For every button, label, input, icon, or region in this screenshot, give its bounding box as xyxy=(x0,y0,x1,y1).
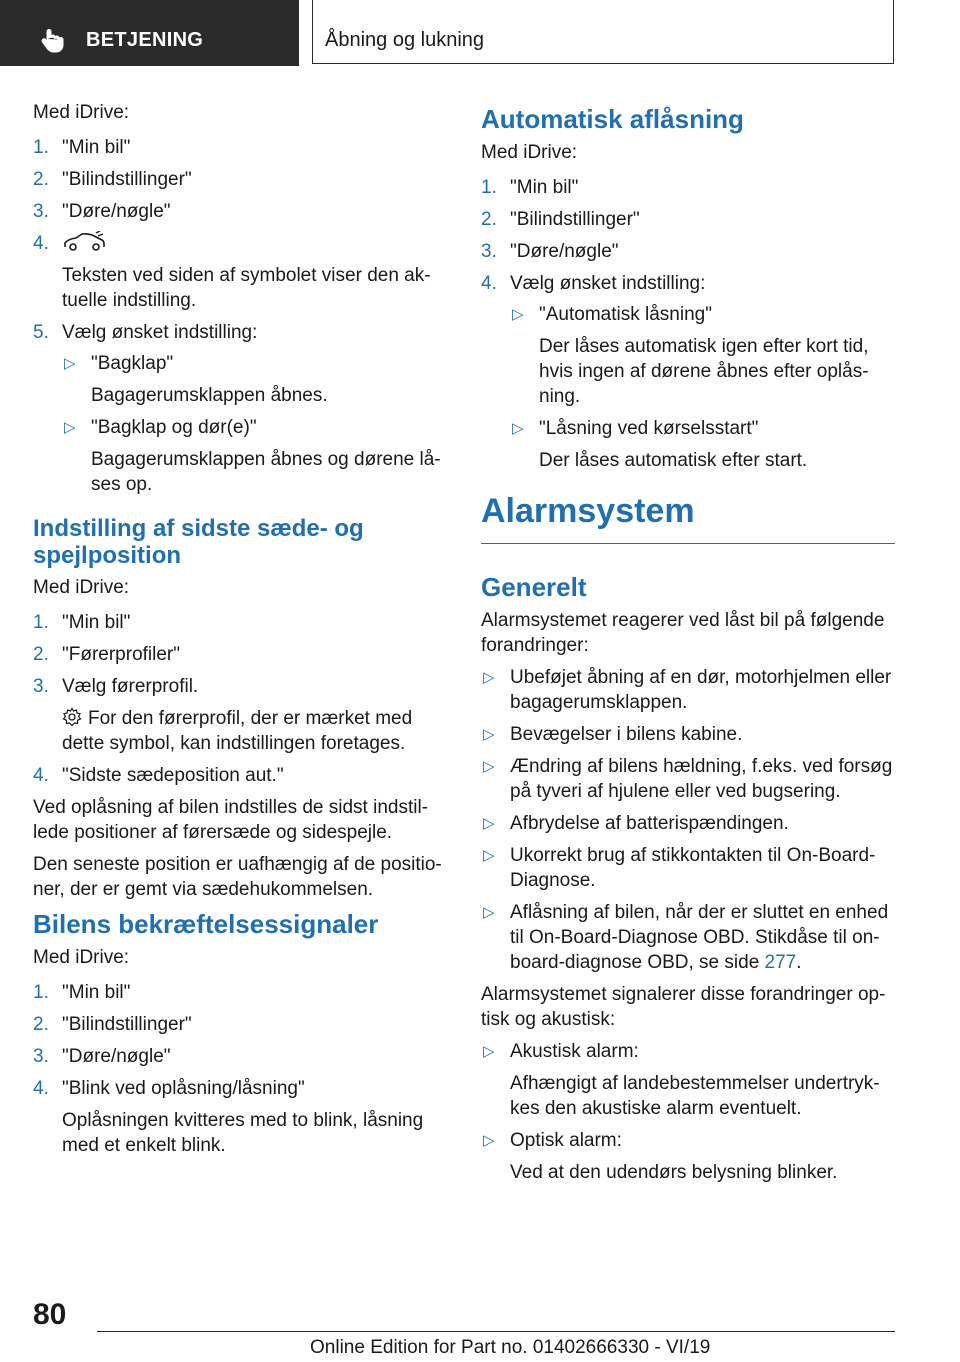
bullet-item: ▷ Ukorrekt brug af stikkontakten til On-Board-Diagnose. xyxy=(483,845,876,891)
section-heading-confirm: Bilens bekræftelsessignaler xyxy=(33,909,379,939)
list-item: 4. Teksten ved siden af symbolet viser den ak-tuelle indstilling. xyxy=(33,233,431,311)
chapter-title-box xyxy=(312,0,894,64)
bullet-item: ▷ Afbrydelse af batterispændingen. xyxy=(483,813,789,834)
paragraph: Alarmsystemet signalerer disse forandringer op-tisk og akustisk: xyxy=(481,984,886,1030)
chapter-heading-alarm: Alarmsystem xyxy=(481,491,895,544)
section-tab xyxy=(0,0,299,66)
chapter-title: Åbning og lukning xyxy=(325,29,485,51)
bullet-item: ▷ "Bagklap" Bagagerumsklappen åbnes. xyxy=(64,353,328,406)
list-item: 1. "Min bil" xyxy=(481,177,579,198)
triangle-bullet-icon: ▷ xyxy=(64,355,76,372)
car-lock-icon xyxy=(62,231,106,253)
numbered-list xyxy=(481,175,895,473)
edition-note: Online Edition for Part no. 01402666330 - VI/19 xyxy=(310,1337,711,1358)
triangle-bullet-icon: ▷ xyxy=(483,815,495,832)
bullet-item: ▷ Ændring af bilens hældning, f.eks. ved forsøg på tyveri af hjulene eller ved bugsering. xyxy=(483,756,893,802)
page-reference-link[interactable]: 277 xyxy=(764,952,797,973)
bullet-list xyxy=(62,351,445,497)
list-item: 1. "Min bil" xyxy=(33,612,131,633)
section-heading-seat: Indstilling af sidste sæde- og spejlposition xyxy=(33,515,364,569)
hand-pointer-icon xyxy=(40,27,66,53)
bullet-item: ▷ Bevægelser i bilens kabine. xyxy=(483,724,743,745)
footer-divider xyxy=(97,1331,895,1332)
bullet-item: ▷ Optisk alarm: Ved at den udendørs belysning blinker. xyxy=(483,1130,838,1183)
paragraph: Den seneste position er uafhængig af de positio-ner, der er gemt via sædehukommelsen. xyxy=(33,854,442,900)
section-heading-general: Generelt xyxy=(481,572,587,602)
numbered-list xyxy=(33,135,445,497)
triangle-bullet-icon: ▷ xyxy=(483,847,495,864)
bullet-item: ▷ "Automatisk låsning" Der låses automatisk igen efter kort tid, hvis ingen af dørene åbnes efter oplås-ning. xyxy=(512,304,869,407)
triangle-bullet-icon: ▷ xyxy=(483,758,495,775)
bullet-list xyxy=(481,665,895,975)
list-item: 3. "Døre/nøgle" xyxy=(33,201,171,222)
bullet-item: ▷ "Låsning ved kørselsstart" Der låses automatisk efter start. xyxy=(512,418,808,471)
bullet-item: ▷ Ubeføjet åbning af en dør, motorhjelmen eller bagagerumsklappen. xyxy=(483,667,892,713)
list-item: 2. "Bilindstillinger" xyxy=(33,169,192,190)
triangle-bullet-icon: ▷ xyxy=(512,306,524,323)
right-column xyxy=(481,100,895,1192)
bullet-item: ▷ Aflåsning af bilen, når der er sluttet en enhed til On-Board-Diagnose OBD. Stikdåse til on-board-diagnose OBD, se side 277. xyxy=(483,902,889,973)
triangle-bullet-icon: ▷ xyxy=(483,669,495,686)
numbered-list xyxy=(33,980,445,1158)
triangle-bullet-icon: ▷ xyxy=(483,1043,495,1060)
triangle-bullet-icon: ▷ xyxy=(483,1132,495,1149)
section-heading-autolock: Automatisk aflåsning xyxy=(481,104,744,134)
list-item: 1. "Min bil" xyxy=(33,982,131,1003)
intro-text: Med iDrive: xyxy=(481,142,578,163)
list-item: 3. "Døre/nøgle" xyxy=(481,241,619,262)
list-item: 2. "Bilindstillinger" xyxy=(33,1014,192,1035)
list-item: 1. "Min bil" xyxy=(33,137,131,158)
list-item: 3. "Døre/nøgle" xyxy=(33,1046,171,1067)
triangle-bullet-icon: ▷ xyxy=(64,419,76,436)
list-item: 4. Vælg ønsket indstilling: ▷ "Automatisk låsning" Der låses automatisk igen efter kort tid, hvis ingen af dørene åbnes efter oplås-ning. ▷ "Låsning ved kørselsstart" Der låses automatisk efter start. xyxy=(481,271,895,473)
bullet-list xyxy=(510,302,895,473)
bullet-item: ▷ "Bagklap og dør(e)" Bagagerumsklappen åbnes og dørene lå-ses op. xyxy=(64,417,441,495)
list-item: 4. "Sidste sædeposition aut." xyxy=(33,765,284,786)
list-item: 5. Vælg ønsket indstilling: ▷ "Bagklap" Bagagerumsklappen åbnes. ▷ "Bagklap og dør(e)" Bagagerumsklappen åbnes og dørene lå-ses op. xyxy=(33,320,445,497)
paragraph: Ved oplåsning af bilen indstilles de sidst indstil-lede positioner af førersæde og sidespejle. xyxy=(33,797,429,843)
list-item: 2. "Førerprofiler" xyxy=(33,644,180,665)
intro-text: Med iDrive: xyxy=(33,577,130,598)
list-item: 2. "Bilindstillinger" xyxy=(481,209,640,230)
bullet-item: ▷ Akustisk alarm: Afhængigt af landebestemmelser undertryk-kes den akustiske alarm eventuelt. xyxy=(483,1041,880,1119)
settings-gear-icon xyxy=(62,707,82,727)
intro-text: Med iDrive: xyxy=(33,947,130,968)
paragraph: Alarmsystemet reagerer ved låst bil på følgende forandringer: xyxy=(481,610,885,656)
list-item: 4. "Blink ved oplåsning/låsning" Oplåsningen kvitteres med to blink, låsning med et enkelt blink. xyxy=(33,1078,424,1156)
page-number: 80 xyxy=(33,1298,67,1331)
triangle-bullet-icon: ▷ xyxy=(512,420,524,437)
section-label: BETJENING xyxy=(86,29,204,51)
bullet-list xyxy=(481,1039,895,1185)
page-header xyxy=(0,0,960,66)
intro-text: Med iDrive: xyxy=(33,102,130,123)
numbered-list xyxy=(33,610,445,788)
triangle-bullet-icon: ▷ xyxy=(483,726,495,743)
left-column xyxy=(33,100,445,1165)
triangle-bullet-icon: ▷ xyxy=(483,904,495,921)
list-item: 3. Vælg førerprofil. For den førerprofil, der er mærket med dette symbol, kan indstillingen foretages. xyxy=(33,676,413,754)
